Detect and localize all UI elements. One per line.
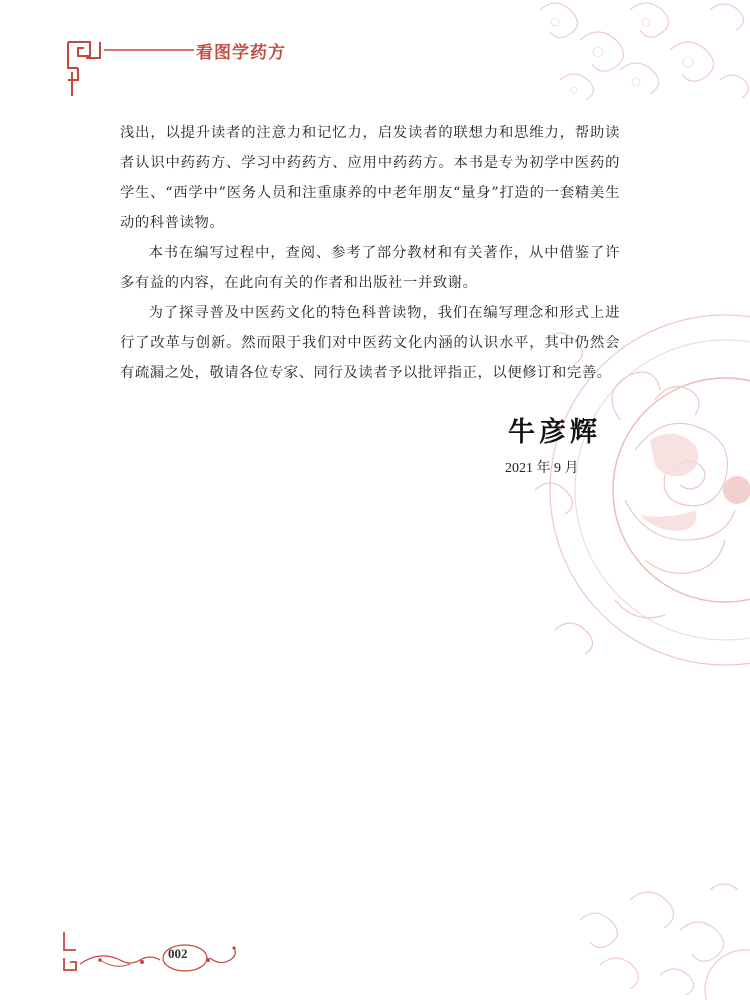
chinese-fret-pattern-icon	[60, 28, 200, 104]
paragraph-acknowledgement: 本书在编写过程中，查阅、参考了部分教材和有关著作，从中借鉴了许多有益的内容，在此向有关的作者和出版社一并致谢。	[120, 245, 620, 291]
swirl-vine-ornament-icon	[60, 930, 260, 980]
paragraph-continued: 浅出，以提升读者的注意力和记忆力，启发读者的联想力和思维力，帮助读者认识中药药方、学习中药药方、应用中药药方。本书是专为初学中医药的学生、“西学中”医务人员和注重康养的中老年朋友“量身”打造的一套精美生动的科普读物。	[120, 125, 620, 231]
header-title: 看图学药方	[196, 43, 286, 63]
signature-date: 2021 年 9 月	[505, 461, 579, 476]
body-text	[120, 118, 620, 388]
author-signature: 牛彦辉	[508, 417, 601, 448]
cloud-pattern-bottom-right	[560, 880, 750, 1000]
paragraph-closing: 为了探寻普及中医药文化的特色科普读物，我们在编写理念和形式上进行了改革与创新。然而限于我们对中医药文化内涵的认识水平，其中仍然会有疏漏之处，敬请各位专家、同行及读者予以批评指正，以便修订和完善。	[120, 305, 620, 381]
page-header	[60, 28, 380, 104]
page-footer	[60, 930, 260, 980]
cloud-pattern-top-right	[520, 0, 750, 110]
page-number: 002	[168, 946, 188, 961]
